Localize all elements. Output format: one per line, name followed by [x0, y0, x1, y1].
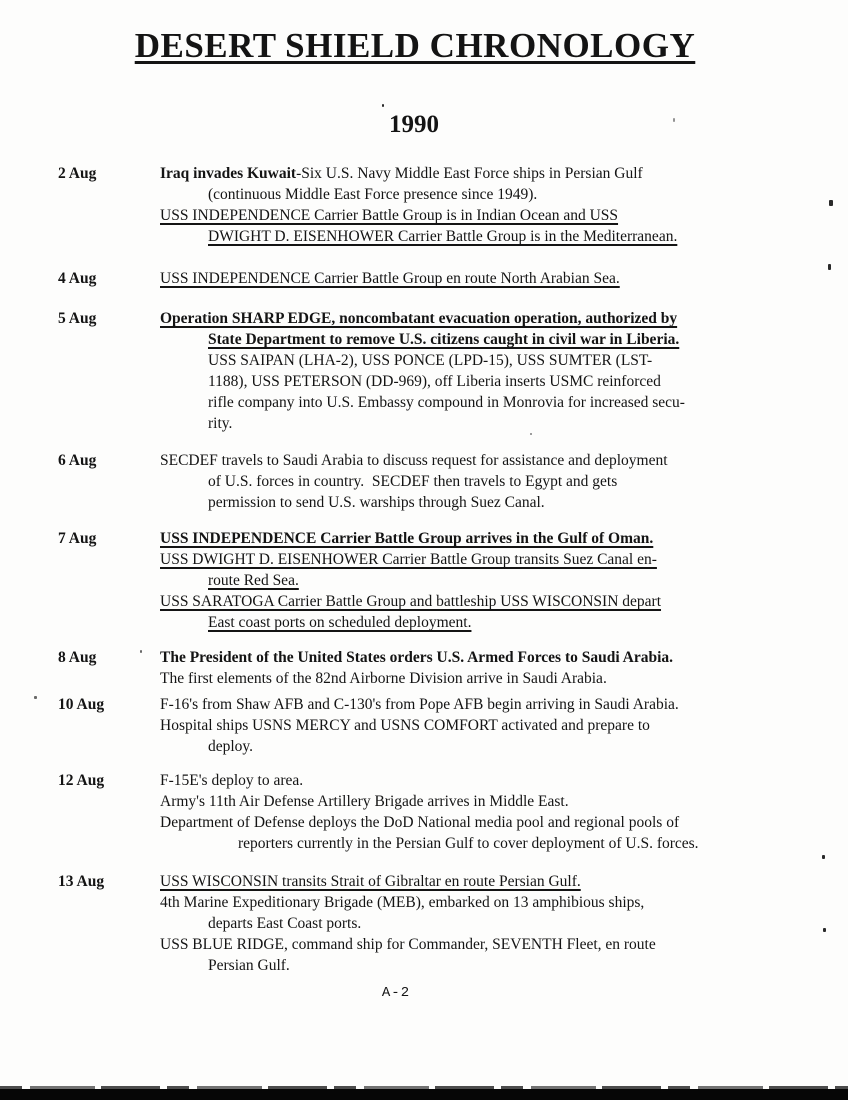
- text-line: [160, 184, 848, 205]
- text-segment: Persian Gulf.: [208, 957, 290, 974]
- entry-text: [160, 694, 848, 757]
- page-number: A-2: [381, 985, 411, 1001]
- text-segment-bold: USS INDEPENDENCE Carrier Battle Group arrives in the Gulf of Oman.: [160, 530, 654, 547]
- text-line: [160, 471, 848, 492]
- text-segment: Army's 11th Air Defense Artillery Brigade arrives in Middle East.: [160, 793, 569, 810]
- text-line: [160, 163, 848, 184]
- entry-date: 12 Aug: [58, 772, 105, 789]
- text-line: [160, 392, 848, 413]
- text-line: [160, 934, 848, 955]
- text-segment-bold: The President of the United States orders U.S. Armed Forces to Saudi Arabia.: [160, 649, 674, 666]
- chronology-entry: [0, 770, 848, 854]
- text-line: [160, 549, 848, 570]
- entry-text: [160, 308, 848, 434]
- text-segment: of U.S. forces in country. SECDEF then travels to Egypt and gets: [208, 473, 618, 490]
- text-line: [160, 591, 848, 612]
- text-segment: deploy.: [208, 738, 254, 755]
- text-segment: rity.: [208, 415, 233, 432]
- text-segment: F-16's from Shaw AFB and C-130's from Pope AFB begin arriving in Saudi Arabia.: [160, 696, 679, 713]
- entry-text: [160, 450, 848, 513]
- text-line: [160, 871, 848, 892]
- text-segment: 1188), USS PETERSON (DD-969), off Liberia inserts USMC reinforced: [208, 373, 661, 390]
- text-segment: USS SARATOGA Carrier Battle Group and battleship USS WISCONSIN depart: [160, 593, 662, 610]
- text-segment: USS INDEPENDENCE Carrier Battle Group is in Indian Ocean and USS: [160, 207, 619, 224]
- text-line: [160, 913, 848, 934]
- text-segment: DWIGHT D. EISENHOWER Carrier Battle Group is in the Mediterranean.: [208, 228, 678, 245]
- scan-speck: [140, 650, 142, 653]
- text-line: [160, 833, 848, 854]
- text-segment: Department of Defense deploys the DoD National media pool and regional pools of: [160, 814, 680, 831]
- entry-date: 7 Aug: [58, 530, 97, 547]
- text-segment: F-15E's deploy to area.: [160, 772, 304, 789]
- text-segment: USS DWIGHT D. EISENHOWER Carrier Battle Group transits Suez Canal en-: [160, 551, 657, 568]
- text-segment: departs East Coast ports.: [208, 915, 362, 932]
- text-segment-bold: State Department to remove U.S. citizens caught in civil war in Liberia.: [208, 331, 680, 348]
- text-line: [160, 770, 848, 791]
- text-line: [160, 647, 848, 668]
- text-segment: rifle company into U.S. Embassy compound in Monrovia for increased secu-: [208, 394, 685, 411]
- chronology-entry: [0, 647, 848, 689]
- year-heading: 1990: [389, 111, 439, 138]
- scan-speck: [382, 104, 384, 107]
- entry-date: 2 Aug: [58, 165, 97, 182]
- entry-text: [160, 871, 848, 976]
- scan-speck: [828, 264, 831, 270]
- text-line: [160, 413, 848, 434]
- scan-speck: [34, 696, 37, 699]
- text-line: [160, 329, 848, 350]
- text-line: [160, 612, 848, 633]
- text-line: [160, 694, 848, 715]
- entry-date: 10 Aug: [58, 696, 105, 713]
- chronology-entry: [0, 308, 848, 434]
- text-line: [160, 308, 848, 329]
- scan-speck: [822, 855, 825, 859]
- text-line: [160, 205, 848, 226]
- text-segment: permission to send U.S. warships through Suez Canal.: [208, 494, 545, 511]
- scan-speck: [823, 928, 826, 932]
- text-line: [160, 812, 848, 833]
- scan-edge-bar: [0, 1089, 848, 1100]
- entry-text: [160, 163, 848, 247]
- text-line: [160, 791, 848, 812]
- entry-date: 13 Aug: [58, 873, 105, 890]
- text-segment: 4th Marine Expeditionary Brigade (MEB), embarked on 13 amphibious ships,: [160, 894, 645, 911]
- text-line: [160, 528, 848, 549]
- text-line: [160, 350, 848, 371]
- text-segment: SECDEF travels to Saudi Arabia to discuss request for assistance and deployment: [160, 452, 668, 469]
- text-line: [160, 492, 848, 513]
- scan-speck: [829, 200, 833, 206]
- text-segment: USS SAIPAN (LHA-2), USS PONCE (LPD-15), USS SUMTER (LST-: [208, 352, 653, 369]
- text-line: [160, 715, 848, 736]
- entry-date: 5 Aug: [58, 310, 97, 327]
- scan-speck: [530, 433, 532, 435]
- chronology-entry: [0, 450, 848, 513]
- text-segment: -Six U.S. Navy Middle East Force ships in Persian Gulf: [296, 165, 643, 182]
- scan-speck: [673, 118, 675, 122]
- entry-date: 4 Aug: [58, 270, 97, 287]
- chronology-entry: [0, 871, 848, 976]
- text-line: [160, 450, 848, 471]
- text-segment-bold: Operation SHARP EDGE, noncombatant evacuation operation, authorized by: [160, 310, 678, 327]
- text-segment: reporters currently in the Persian Gulf to cover deployment of U.S. forces.: [238, 835, 699, 852]
- entry-date: 8 Aug: [58, 649, 97, 666]
- text-line: [160, 371, 848, 392]
- text-line: [160, 955, 848, 976]
- document-title: DESERT SHIELD CHRONOLOGY: [134, 26, 696, 65]
- text-segment: (continuous Middle East Force presence since 1949).: [208, 186, 538, 203]
- text-line: [160, 268, 848, 289]
- chronology-entry: [0, 163, 848, 247]
- entry-text: [160, 770, 848, 854]
- text-line: [160, 736, 848, 757]
- text-line: [160, 226, 848, 247]
- chronology-entries: [0, 163, 848, 992]
- entry-text: [160, 528, 848, 633]
- chronology-entry: [0, 268, 848, 289]
- text-segment: USS BLUE RIDGE, command ship for Commander, SEVENTH Fleet, en route: [160, 936, 656, 953]
- text-segment-bold: Iraq invades Kuwait: [160, 165, 297, 182]
- text-line: [160, 892, 848, 913]
- text-segment: USS WISCONSIN transits Strait of Gibraltar en route Persian Gulf.: [160, 873, 581, 890]
- text-line: [160, 570, 848, 591]
- entry-date: 6 Aug: [58, 452, 97, 469]
- text-line: [160, 668, 848, 689]
- entry-text: [160, 268, 848, 289]
- text-segment: The first elements of the 82nd Airborne Division arrive in Saudi Arabia.: [160, 670, 607, 687]
- chronology-entry: [0, 694, 848, 757]
- text-segment: Hospital ships USNS MERCY and USNS COMFORT activated and prepare to: [160, 717, 650, 734]
- text-segment: East coast ports on scheduled deployment.: [208, 614, 472, 631]
- text-segment: USS INDEPENDENCE Carrier Battle Group en route North Arabian Sea.: [160, 270, 620, 287]
- text-segment: route Red Sea.: [208, 572, 299, 589]
- chronology-entry: [0, 528, 848, 633]
- entry-text: [160, 647, 848, 689]
